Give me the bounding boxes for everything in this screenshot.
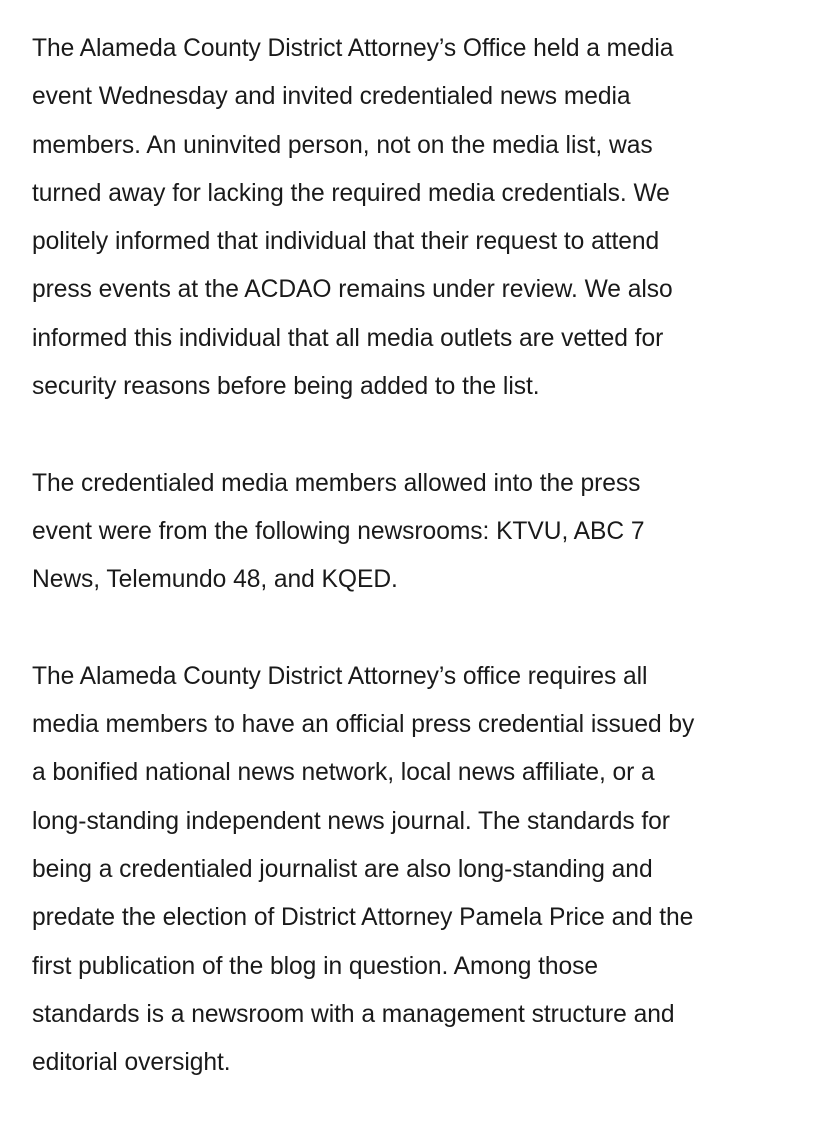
text-line: a bonified national news network, local news affiliate, or a (32, 759, 655, 787)
text-line: standards is a newsroom with a management structure and (32, 1000, 675, 1028)
text-line: event Wednesday and invited credentialed news media (32, 83, 631, 111)
text-line: first publication of the blog in question. Among those (32, 952, 599, 980)
statement-document (32, 25, 812, 1136)
text-line: event were from the following newsrooms: KTVU, ABC 7 (32, 517, 645, 545)
text-line: News, Telemundo 48, and KQED. (32, 566, 398, 594)
paragraph-newsrooms (32, 460, 812, 605)
text-line: The Alameda County District Attorney’s Office held a media (32, 35, 674, 62)
paragraph-media-event (32, 25, 812, 411)
paragraph-credential-standards (32, 653, 812, 1088)
text-line: The Alameda County District Attorney’s office requires all (32, 662, 648, 690)
text-line: security reasons before being added to the list. (32, 373, 540, 401)
text-line: media members to have an official press credential issued by (32, 711, 695, 739)
text-line: being a credentialed journalist are also long-standing and (32, 856, 653, 884)
text-line: informed this individual that all media outlets are vetted for (32, 324, 664, 352)
text-line: editorial oversight. (32, 1049, 231, 1077)
text-line: members. An uninvited person, not on the media list, was (32, 131, 653, 159)
text-line: long-standing independent news journal. The standards for (32, 807, 670, 835)
text-line: press events at the ACDAO remains under review. We also (32, 276, 673, 304)
text-line: turned away for lacking the required media credentials. We (32, 179, 670, 207)
text-line: The credentialed media members allowed into the press (32, 469, 641, 497)
text-line: politely informed that individual that their request to attend (32, 228, 660, 256)
text-line: predate the election of District Attorney Pamela Price and the (32, 904, 694, 932)
